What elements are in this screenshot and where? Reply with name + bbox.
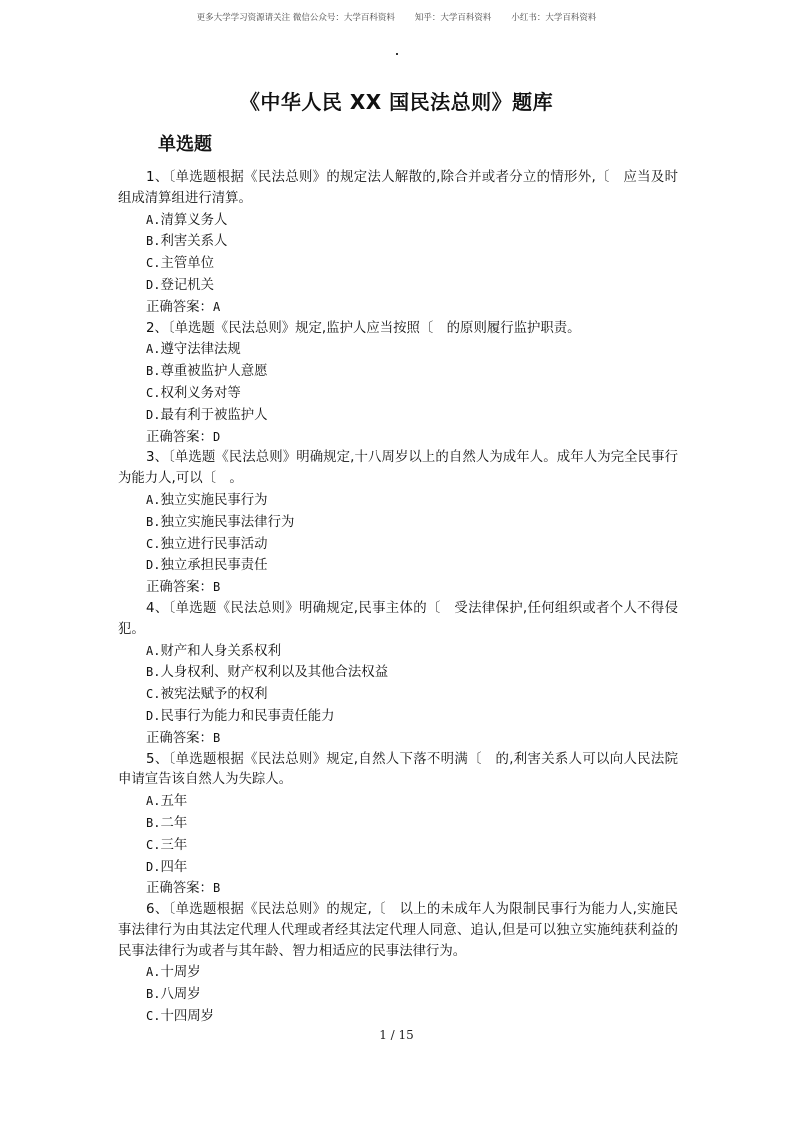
- option-a: [118, 641, 678, 663]
- option-d: [118, 275, 678, 297]
- option-letter: D.: [146, 558, 161, 573]
- option-text: 独立实施民事行为: [160, 492, 268, 508]
- header-dot: [396, 53, 398, 55]
- option-b: [118, 984, 678, 1006]
- option-letter: B.: [146, 815, 161, 830]
- question-list: [118, 168, 678, 1028]
- correct-answer: [118, 427, 678, 449]
- option-text: 十四周岁: [160, 1009, 215, 1025]
- option-a: [118, 490, 678, 512]
- option-letter: D.: [146, 859, 161, 874]
- option-text: 八周岁: [160, 987, 201, 1003]
- option-text: 权利义务对等: [160, 385, 241, 401]
- section-title: 单选题: [158, 134, 212, 155]
- header-promo: 更多大学学习资源请关注 微信公众号：大学百科资料: [196, 13, 395, 23]
- option-text: 被宪法赋予的权利: [160, 687, 268, 703]
- option-letter: A.: [146, 643, 161, 658]
- answer-label: 正确答案：: [146, 429, 213, 445]
- option-d: [118, 706, 678, 728]
- option-c: [118, 1006, 678, 1028]
- option-a: [118, 339, 678, 361]
- option-letter: B.: [146, 364, 161, 379]
- document-title: 《中华人民 XX 国民法总则》题库: [239, 90, 554, 114]
- option-text: 尊重被监护人意愿: [160, 364, 268, 380]
- option-letter: C.: [146, 1009, 161, 1024]
- option-letter: A.: [146, 342, 161, 357]
- question-6: [118, 900, 678, 1028]
- option-text: 三年: [160, 837, 188, 853]
- answer-value: B: [212, 580, 221, 595]
- question-stem: 2、〔单选题《民法总则》规定,监护人应当按照〔 的原则履行监护职责。: [146, 320, 581, 336]
- option-letter: D.: [146, 708, 161, 723]
- option-letter: A.: [146, 492, 161, 507]
- correct-answer: [118, 878, 678, 900]
- option-letter: D.: [146, 407, 161, 422]
- option-b: [118, 662, 678, 684]
- option-letter: A.: [146, 212, 161, 227]
- question-3: [118, 448, 678, 599]
- option-text: 登记机关: [160, 277, 215, 293]
- option-text: 财产和人身关系权利: [160, 643, 281, 659]
- option-letter: C.: [146, 536, 161, 551]
- option-text: 独立进行民事活动: [160, 536, 268, 552]
- option-text: 五年: [160, 794, 188, 810]
- option-text: 主管单位: [160, 256, 215, 272]
- option-c: [118, 383, 678, 405]
- option-b: [118, 512, 678, 534]
- option-letter: A.: [146, 965, 161, 980]
- option-c: [118, 684, 678, 706]
- option-c: [118, 534, 678, 556]
- option-text: 人身权利、财产权利以及其他合法权益: [160, 665, 389, 681]
- option-letter: B.: [146, 665, 161, 680]
- option-a: [118, 210, 678, 232]
- question-stem: 6、〔单选题根据《民法总则》的规定,〔 以上的未成年人为限制民事行为能力人,实施民事法律行为由其法定代理人代理或者经其法定代理人同意、追认,但是可以独立实施纯获利益的民事法律行为或者与其年龄、智力相适应的民事法律行为。: [118, 902, 678, 959]
- option-text: 清算义务人: [160, 212, 228, 228]
- option-text: 最有利于被监护人: [160, 407, 268, 423]
- header-zhihu: 知乎：大学百科资料: [414, 13, 492, 23]
- answer-label: 正确答案：: [146, 730, 213, 746]
- question-2: [118, 319, 678, 449]
- question-stem: 1、〔单选题根据《民法总则》的规定法人解散的,除合并或者分立的情形外,〔 应当及时组成清算组进行清算。: [118, 170, 678, 206]
- question-stem: 5、〔单选题根据《民法总则》规定,自然人下落不明满〔 的,利害关系人可以向人民法院申请宣告该自然人为失踪人。: [118, 751, 678, 788]
- correct-answer: [118, 577, 678, 599]
- option-a: [118, 962, 678, 984]
- answer-label: 正确答案：: [146, 299, 213, 315]
- answer-value: D: [212, 429, 221, 444]
- option-text: 利害关系人: [160, 234, 228, 250]
- correct-answer: [118, 728, 678, 750]
- option-c: [118, 253, 678, 275]
- option-letter: C.: [146, 837, 161, 852]
- option-letter: C.: [146, 256, 161, 271]
- question-1: [118, 168, 678, 319]
- answer-value: B: [212, 730, 221, 745]
- page-number: 1 / 15: [379, 1028, 414, 1042]
- option-d: [118, 405, 678, 427]
- question-stem: 4、〔单选题《民法总则》明确规定,民事主体的〔 受法律保护,任何组织或者个人不得侵犯。: [118, 600, 678, 637]
- option-letter: C.: [146, 687, 161, 702]
- option-letter: B.: [146, 234, 161, 249]
- answer-value: B: [212, 881, 221, 896]
- page-header: [0, 11, 793, 23]
- header-xiaohongshu: 小红书：大学百科资料: [511, 13, 597, 23]
- option-d: [118, 555, 678, 577]
- option-text: 十周岁: [160, 965, 201, 981]
- option-letter: B.: [146, 987, 161, 1002]
- question-stem: 3、〔单选题《民法总则》明确规定,十八周岁以上的自然人为成年人。成年人为完全民事行为能力人,可以〔 。: [118, 450, 678, 487]
- option-text: 二年: [160, 815, 188, 831]
- option-text: 遵守法律法规: [160, 342, 241, 358]
- option-b: [118, 231, 678, 253]
- option-letter: C.: [146, 385, 161, 400]
- option-text: 独立实施民事法律行为: [160, 514, 295, 530]
- option-a: [118, 791, 678, 813]
- correct-answer: [118, 297, 678, 319]
- answer-label: 正确答案：: [146, 881, 213, 897]
- option-text: 四年: [160, 859, 188, 875]
- option-d: [118, 857, 678, 879]
- option-letter: B.: [146, 514, 161, 529]
- option-text: 民事行为能力和民事责任能力: [160, 708, 335, 724]
- question-5: [118, 750, 678, 901]
- option-c: [118, 835, 678, 857]
- answer-label: 正确答案：: [146, 580, 213, 596]
- option-b: [118, 361, 678, 383]
- option-b: [118, 813, 678, 835]
- answer-value: A: [212, 299, 221, 314]
- option-text: 独立承担民事责任: [160, 558, 268, 574]
- option-letter: A.: [146, 794, 161, 809]
- question-4: [118, 599, 678, 750]
- option-letter: D.: [146, 277, 161, 292]
